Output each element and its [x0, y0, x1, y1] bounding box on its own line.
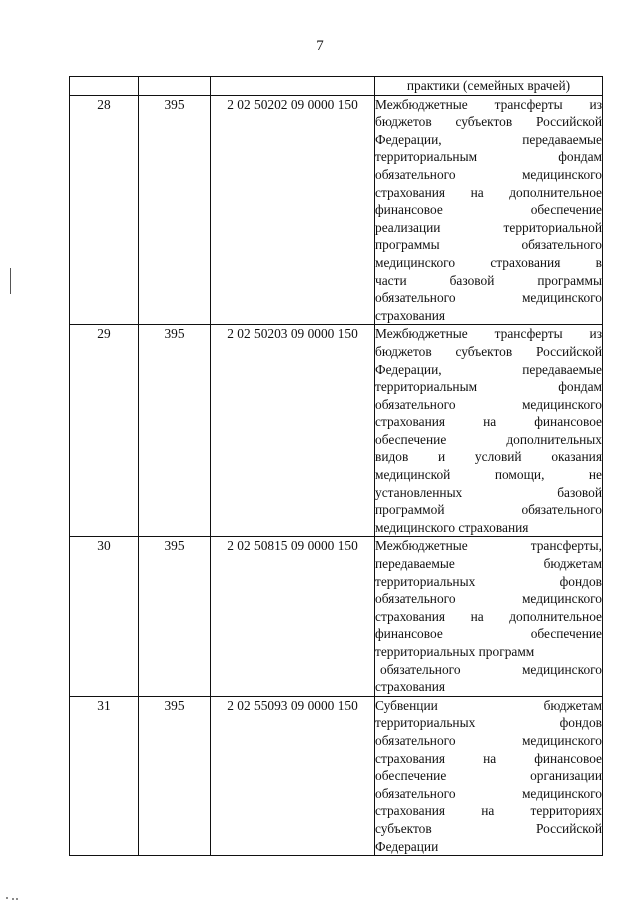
revenue-name-line: медицинского страхования	[375, 519, 529, 535]
revenue-name-line: территориальным фондам	[375, 379, 602, 395]
revenue-name-line: страхования на дополнительное	[375, 184, 602, 200]
revenue-name-line: обязательного медицинского	[375, 290, 602, 306]
revenue-name-line: Федерации	[375, 838, 439, 854]
revenue-name-line: обязательного медицинского	[375, 785, 602, 801]
revenue-name-line: страхования	[375, 307, 446, 323]
revenue-name-cell	[375, 696, 603, 855]
revenue-name-line: Федерации, передаваемые	[375, 361, 602, 377]
administrator-code-cell: 395	[139, 696, 211, 855]
revenue-name-line: страхования	[375, 679, 446, 695]
budget-code-cell	[211, 77, 375, 96]
revenue-name-line: территориальным фондам	[375, 149, 602, 165]
revenue-name-cell	[375, 537, 603, 696]
revenue-codes-table	[69, 76, 603, 856]
revenue-name-line: программой обязательного	[375, 502, 602, 518]
table-row	[70, 537, 603, 696]
budget-code-cell: 2 02 50203 09 0000 150	[211, 325, 375, 537]
revenue-name-line: территориальных фондов	[375, 715, 602, 731]
row-number-cell	[70, 77, 139, 96]
administrator-code-cell	[139, 77, 211, 96]
revenue-name-line: бюджетов субъектов Российской	[375, 343, 602, 359]
revenue-name-line: страхования на финансовое	[375, 750, 602, 766]
margin-scan-mark	[10, 268, 11, 294]
revenue-name-line: обязательного медицинского	[375, 732, 602, 748]
revenue-name-line: Субвенции бюджетам	[375, 697, 602, 713]
revenue-name-line: медицинской помощи, не	[375, 467, 602, 483]
revenue-name-line: Межбюджетные трансферты из	[375, 326, 602, 342]
revenue-name-line: части базовой программы	[375, 272, 602, 288]
revenue-name-line: программы обязательного	[375, 237, 602, 253]
revenue-name-line: финансовое обеспечение	[375, 202, 602, 218]
revenue-name-line: страхования на дополнительное	[375, 608, 602, 624]
row-number-cell: 28	[70, 95, 139, 325]
revenue-name-cell	[375, 325, 603, 537]
revenue-name-line: Федерации, передаваемые	[375, 131, 602, 147]
table-row	[70, 696, 603, 855]
revenue-name-line: территориальных программ	[375, 644, 535, 659]
revenue-name-line: финансовое обеспечение	[375, 626, 602, 642]
revenue-name-line: территориальных фондов	[375, 573, 602, 589]
revenue-name-line: Межбюджетные трансферты,	[375, 538, 602, 554]
revenue-name-line: страхования на финансовое	[375, 414, 602, 430]
revenue-name-cell	[375, 95, 603, 325]
revenue-name-line: реализации территориальной	[375, 219, 602, 235]
scan-dot	[12, 898, 14, 900]
row-number-cell: 31	[70, 696, 139, 855]
administrator-code-cell: 395	[139, 325, 211, 537]
revenue-name-line: страхования на территориях	[375, 803, 602, 819]
revenue-name-line: медицинского страхования в	[375, 254, 602, 270]
revenue-name-line: обязательного медицинского	[375, 591, 602, 607]
revenue-name-line: субъектов Российской	[375, 820, 602, 836]
page-number: 7	[316, 38, 324, 54]
revenue-name-cell	[375, 77, 603, 96]
revenue-name-line: обязательного медицинского	[380, 661, 602, 677]
table-row	[70, 95, 603, 325]
scan-dot	[16, 898, 18, 900]
revenue-name-line: установленных базовой	[375, 484, 602, 500]
revenue-name-line: практики (семейных врачей)	[406, 78, 571, 93]
scan-dot	[6, 897, 8, 899]
table-row	[70, 325, 603, 537]
administrator-code-cell: 395	[139, 537, 211, 696]
row-number-cell: 30	[70, 537, 139, 696]
budget-code-cell: 2 02 50815 09 0000 150	[211, 537, 375, 696]
revenue-name-line: Межбюджетные трансферты из	[375, 96, 602, 112]
administrator-code-cell: 395	[139, 95, 211, 325]
revenue-name-line: обязательного медицинского	[375, 166, 602, 182]
revenue-name-line: бюджетов субъектов Российской	[375, 114, 602, 130]
budget-code-cell: 2 02 50202 09 0000 150	[211, 95, 375, 325]
revenue-name-line: видов и условий оказания	[375, 449, 602, 465]
revenue-name-line: обеспечение организации	[375, 768, 602, 784]
revenue-name-line: передаваемые бюджетам	[375, 556, 602, 572]
table-row-continuation	[70, 77, 603, 96]
revenue-name-line: обеспечение дополнительных	[375, 431, 602, 447]
revenue-name-line: обязательного медицинского	[375, 396, 602, 412]
row-number-cell: 29	[70, 325, 139, 537]
budget-code-cell: 2 02 55093 09 0000 150	[211, 696, 375, 855]
